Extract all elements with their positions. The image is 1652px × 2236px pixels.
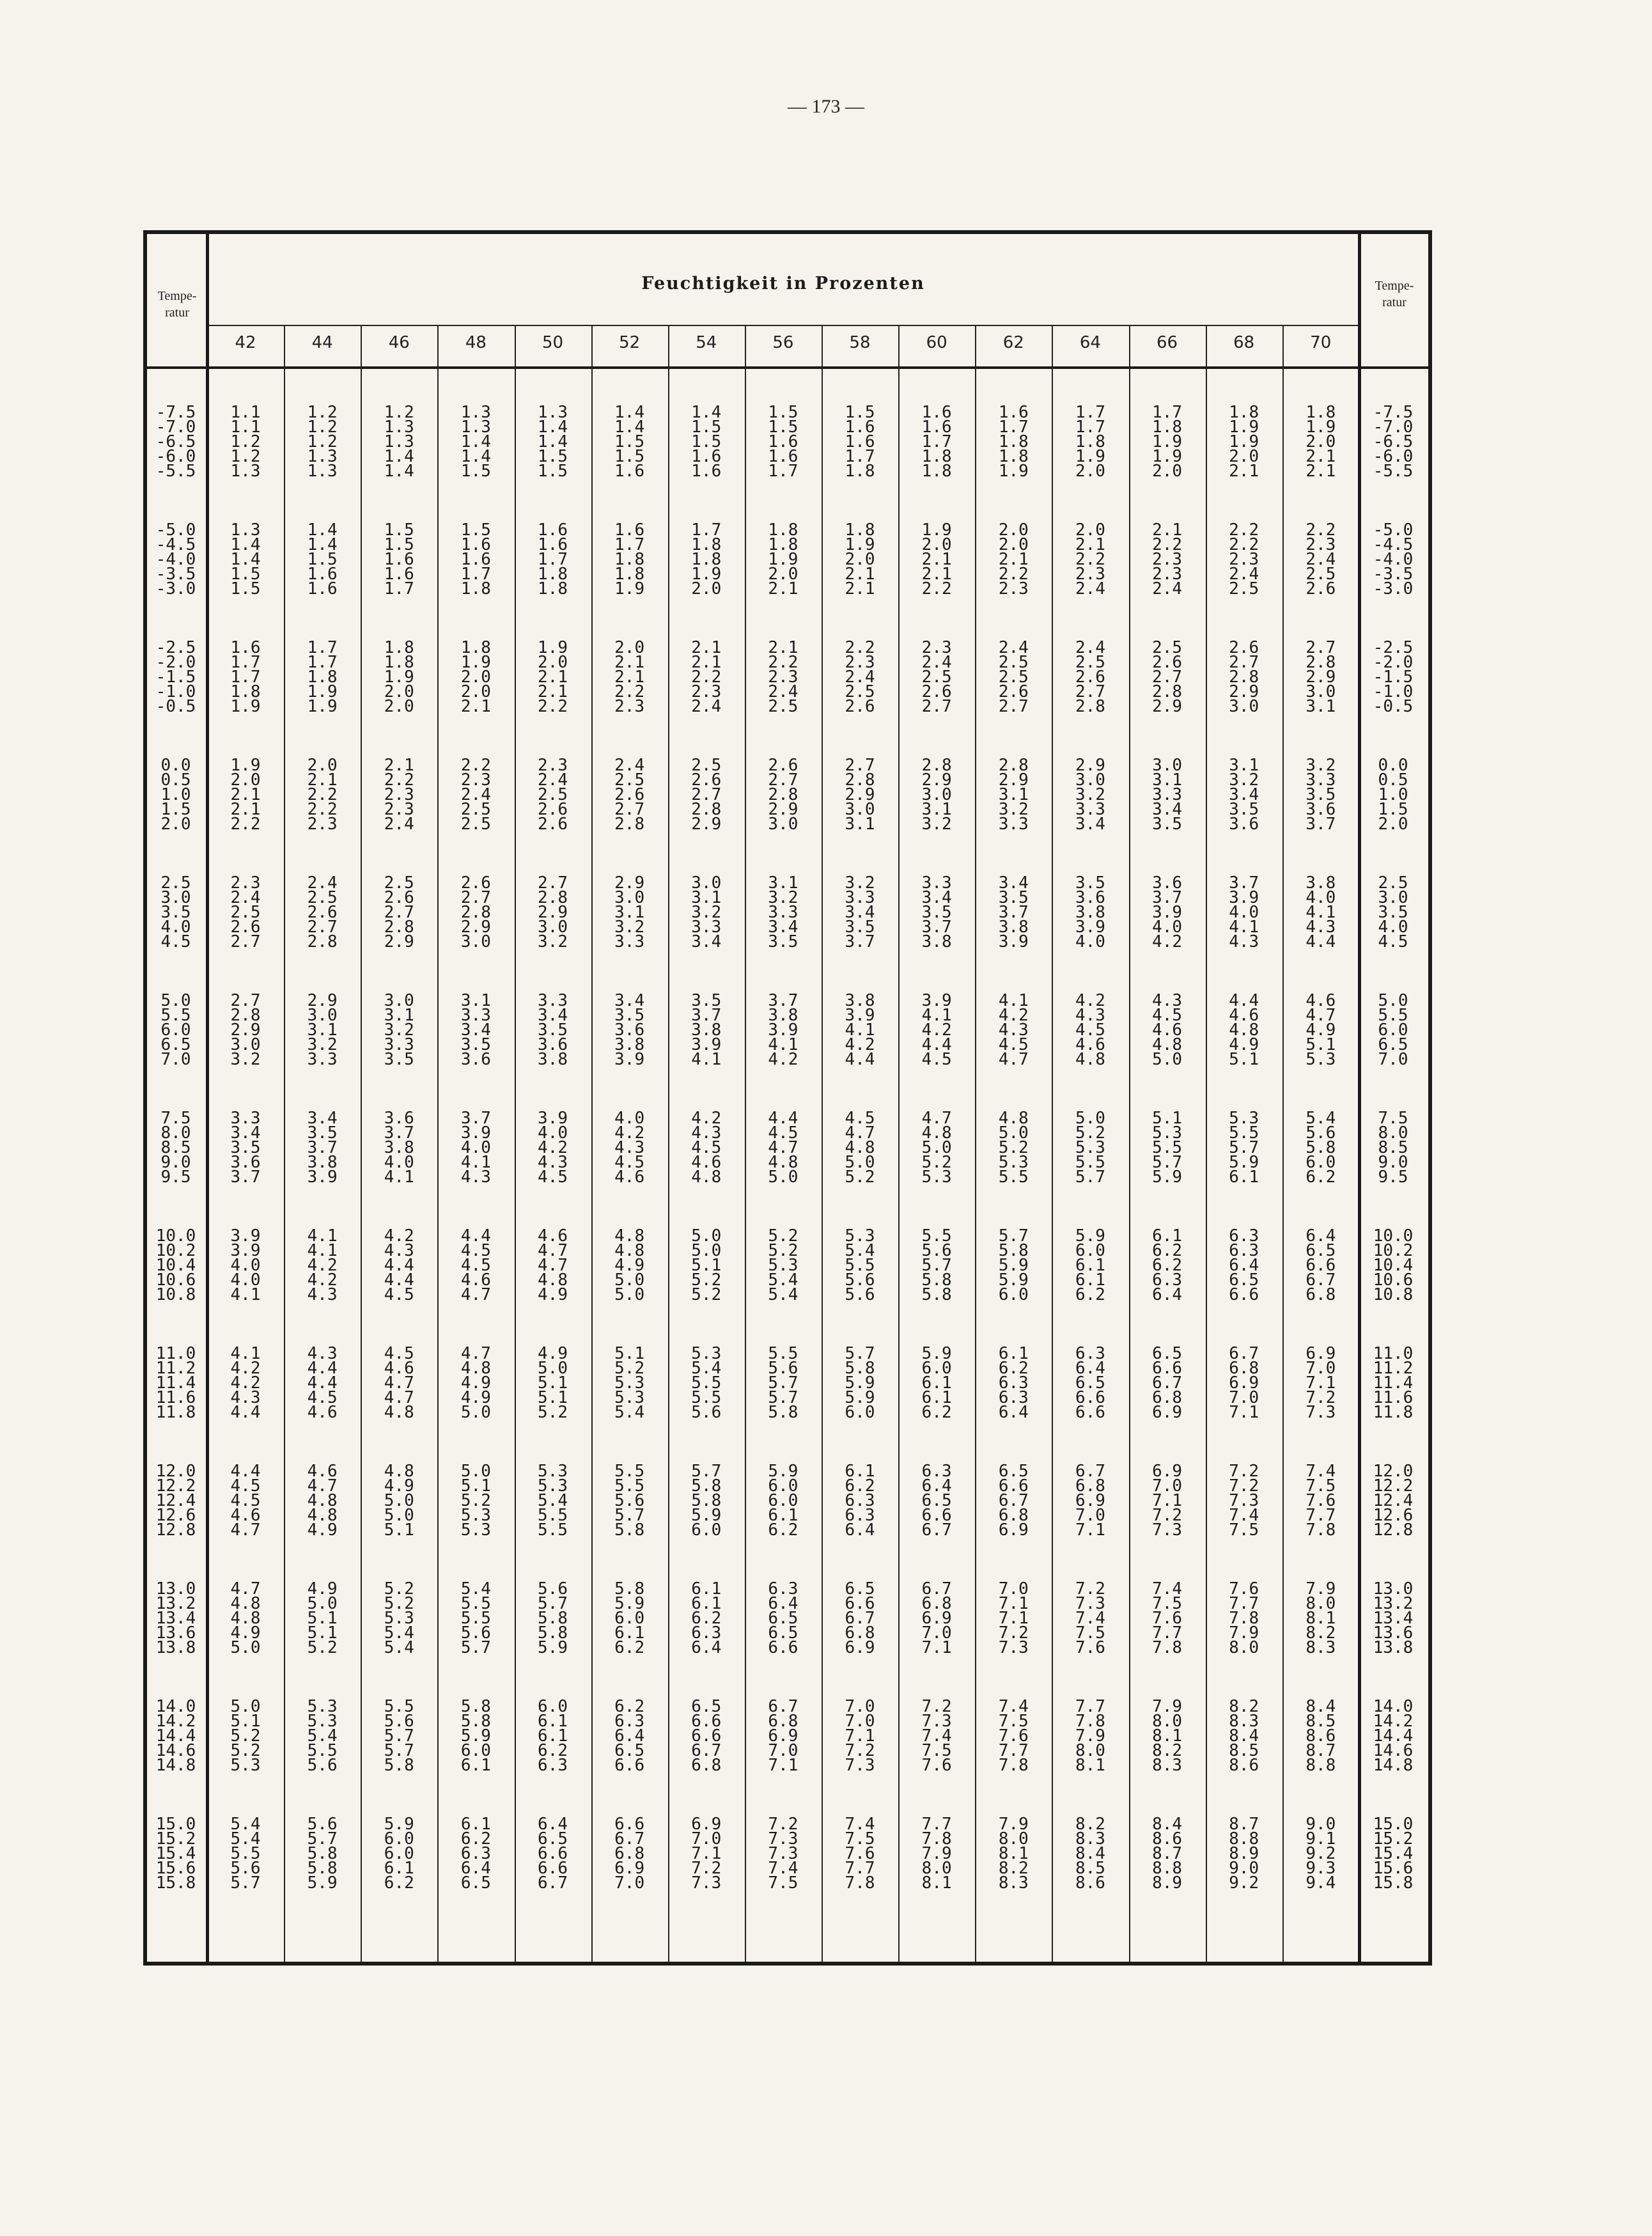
humidity-value-group: 7.0 7.1 7.1 7.2 7.3	[998, 1579, 1029, 1657]
column-header: 64	[1079, 333, 1101, 352]
humidity-value-group: 1.8 1.9 1.9 2.0 2.1	[1229, 403, 1259, 481]
humidity-value-group: 4.2 4.3 4.5 4.6 4.8	[691, 1109, 722, 1187]
humidity-value-group: 2.8 2.9 3.1 3.2 3.3	[998, 756, 1029, 834]
humidity-value-group: 6.6 6.7 6.8 6.9 7.0	[614, 1815, 645, 1893]
humidity-value-group: 5.0 5.0 5.1 5.2 5.2	[691, 1226, 722, 1304]
humidity-value-group: 2.2 2.3 2.4 2.5 2.5	[460, 756, 491, 834]
humidity-value-group: 1.8 1.9 2.0 2.1 2.1	[1305, 403, 1336, 481]
humidity-value-group: 3.7 3.9 4.0 4.1 4.3	[460, 1109, 491, 1187]
temperature-group-left: -7.5 -7.0 -6.5 -6.0 -5.5	[155, 403, 196, 481]
humidity-value-group: 4.4 4.6 4.8 4.9 5.1	[1229, 991, 1259, 1069]
humidity-value-group: 6.1 6.2 6.2 6.3 6.4	[1152, 1226, 1183, 1304]
humidity-value-group: 3.8 4.0 4.1 4.3 4.4	[1305, 873, 1336, 951]
humidity-value-group: 2.1 2.2 2.3 2.3 2.4	[384, 756, 414, 834]
humidity-value-group: 1.5 1.5 1.6 1.6 1.7	[384, 520, 414, 598]
humidity-value-group: 5.6 5.7 5.8 5.8 5.9	[538, 1579, 568, 1657]
humidity-value-group: 3.7 3.8 3.9 4.1 4.2	[768, 991, 799, 1069]
humidity-value-group: 5.7 5.8 5.9 5.9 6.0	[845, 1344, 875, 1422]
humidity-value-group: 1.2 1.2 1.2 1.3 1.3	[307, 403, 338, 481]
table-title: Feuchtigkeit in Prozenten	[641, 274, 925, 293]
humidity-value-group: 5.3 5.4 5.5 5.5 5.6	[691, 1344, 722, 1422]
humidity-value-group: 5.3 5.5 5.7 5.9 6.1	[1229, 1109, 1259, 1187]
humidity-value-group: 7.2 7.3 7.4 7.5 7.6	[921, 1697, 952, 1775]
humidity-value-group: 4.4 4.5 4.5 4.6 4.7	[460, 1226, 491, 1304]
humidity-value-group: 4.4 4.5 4.5 4.6 4.7	[230, 1462, 261, 1540]
humidity-value-group: 6.7 6.8 6.9 7.0 7.1	[1229, 1344, 1259, 1422]
humidity-value-group: 2.6 2.7 2.8 2.9 3.0	[1229, 638, 1259, 716]
humidity-value-group: 2.1 2.2 2.3 2.4 2.5	[768, 638, 799, 716]
humidity-value-group: 2.0 2.0 2.1 2.2 2.3	[998, 520, 1029, 598]
humidity-value-group: 3.9 4.0 4.2 4.3 4.5	[538, 1109, 568, 1187]
temperature-group-right: 0.0 0.5 1.0 1.5 2.0	[1378, 756, 1408, 834]
humidity-value-group: 4.6 4.7 4.8 4.8 4.9	[307, 1462, 338, 1540]
humidity-value-group: 4.5 4.7 4.8 5.0 5.2	[845, 1109, 875, 1187]
humidity-value-group: 1.8 1.9 2.0 2.1 2.1	[845, 520, 875, 598]
humidity-value-group: 5.3 5.4 5.5 5.6 5.6	[845, 1226, 875, 1304]
humidity-value-group: 4.7 4.8 4.9 4.9 5.0	[460, 1344, 491, 1422]
humidity-value-group: 5.9 6.0 6.1 6.1 6.2	[1075, 1226, 1105, 1304]
humidity-value-group: 6.1 6.2 6.3 6.3 6.4	[845, 1462, 875, 1540]
temperature-group-right: 10.0 10.2 10.4 10.6 10.8	[1373, 1226, 1414, 1304]
humidity-value-group: 4.9 5.0 5.1 5.1 5.2	[538, 1344, 568, 1422]
humidity-value-group: 6.7 6.8 6.9 7.0 7.1	[768, 1697, 799, 1775]
humidity-value-group: 6.2 6.3 6.4 6.5 6.6	[614, 1697, 645, 1775]
humidity-value-group: 2.5 2.6 2.7 2.8 2.9	[384, 873, 414, 951]
humidity-value-group: 1.4 1.5 1.5 1.6 1.6	[691, 403, 722, 481]
temperature-group-left: 7.5 8.0 8.5 9.0 9.5	[160, 1109, 191, 1187]
humidity-value-group: 7.2 7.3 7.4 7.5 7.6	[1075, 1579, 1105, 1657]
humidity-value-group: 1.9 2.0 2.1 2.1 2.2	[230, 756, 261, 834]
humidity-value-group: 7.4 7.5 7.6 7.7 7.8	[845, 1815, 875, 1893]
humidity-value-group: 5.5 5.6 5.7 5.7 5.8	[384, 1697, 414, 1775]
column-header: 70	[1310, 333, 1332, 352]
humidity-value-group: 2.3 2.4 2.5 2.6 2.6	[538, 756, 568, 834]
title-divider	[207, 325, 1359, 326]
humidity-value-group: 2.0 2.1 2.2 2.3 2.4	[1075, 520, 1105, 598]
humidity-value-group: 5.4 5.5 5.5 5.6 5.7	[460, 1579, 491, 1657]
temperature-group-left: 5.0 5.5 6.0 6.5 7.0	[160, 991, 191, 1069]
column-header: 44	[311, 333, 333, 352]
humidity-value-group: 4.2 4.3 4.5 4.6 4.8	[1075, 991, 1105, 1069]
humidity-value-group: 4.3 4.4 4.4 4.5 4.6	[307, 1344, 338, 1422]
column-header: 46	[388, 333, 410, 352]
humidity-value-group: 2.0 2.1 2.1 2.2 2.3	[614, 638, 645, 716]
humidity-value-group: 6.7 6.8 6.9 7.0 7.1	[1075, 1462, 1105, 1540]
temperature-group-left: -5.0 -4.5 -4.0 -3.5 -3.0	[155, 520, 196, 598]
humidity-value-group: 1.5 1.6 1.6 1.7 1.8	[845, 403, 875, 481]
humidity-value-group: 3.5 3.7 3.8 3.9 4.1	[691, 991, 722, 1069]
humidity-value-group: 7.2 7.3 7.3 7.4 7.5	[768, 1815, 799, 1893]
humidity-value-group: 1.6 1.7 1.7 1.8 1.9	[230, 638, 261, 716]
humidity-value-group: 3.1 3.2 3.3 3.4 3.5	[768, 873, 799, 951]
humidity-value-group: 3.3 3.4 3.5 3.6 3.8	[538, 991, 568, 1069]
temperature-group-right: 5.0 5.5 6.0 6.5 7.0	[1378, 991, 1408, 1069]
humidity-value-group: 6.5 6.6 6.7 6.8 6.9	[998, 1462, 1029, 1540]
temperature-group-right: -5.0 -4.5 -4.0 -3.5 -3.0	[1373, 520, 1414, 598]
column-header: 60	[926, 333, 947, 352]
humidity-value-group: 5.4 5.4 5.5 5.6 5.7	[230, 1815, 261, 1893]
humidity-value-group: 1.7 1.8 1.9 1.9 2.0	[1152, 403, 1183, 481]
column-header: 42	[235, 333, 256, 352]
humidity-value-group: 5.8 5.8 5.9 6.0 6.1	[460, 1697, 491, 1775]
humidity-value-group: 3.3 3.4 3.5 3.7 3.8	[921, 873, 952, 951]
humidity-value-group: 1.3 1.4 1.4 1.5 1.5	[538, 403, 568, 481]
humidity-value-group: 4.1 4.2 4.2 4.3 4.4	[230, 1344, 261, 1422]
humidity-value-group: 2.5 2.6 2.7 2.8 2.9	[1152, 638, 1183, 716]
humidity-value-group: 2.1 2.2 2.3 2.3 2.4	[1152, 520, 1183, 598]
humidity-value-group: 7.0 7.0 7.1 7.2 7.3	[845, 1697, 875, 1775]
temperature-group-right: 14.0 14.2 14.4 14.6 14.8	[1373, 1697, 1414, 1775]
humidity-value-group: 3.0 3.1 3.2 3.3 3.5	[384, 991, 414, 1069]
humidity-value-group: 7.6 7.7 7.8 7.9 8.0	[1229, 1579, 1259, 1657]
humidity-value-group: 6.3 6.4 6.5 6.6 6.6	[1075, 1344, 1105, 1422]
humidity-value-group: 1.8 1.8 1.9 2.0 2.1	[768, 520, 799, 598]
humidity-value-group: 5.5 5.6 5.7 5.7 5.8	[768, 1344, 799, 1422]
humidity-value-group: 7.2 7.2 7.3 7.4 7.5	[1229, 1462, 1259, 1540]
humidity-value-group: 2.4 2.5 2.5 2.6 2.7	[998, 638, 1029, 716]
humidity-value-group: 6.9 7.0 7.1 7.2 7.3	[1152, 1462, 1183, 1540]
humidity-value-group: 6.1 6.1 6.2 6.3 6.4	[691, 1579, 722, 1657]
humidity-value-group: 1.6 1.7 1.8 1.8 1.9	[998, 403, 1029, 481]
humidity-value-group: 5.9 6.0 6.0 6.1 6.2	[768, 1462, 799, 1540]
temperature-group-left: 15.0 15.2 15.4 15.6 15.8	[155, 1815, 196, 1893]
humidity-value-group: 6.3 6.3 6.4 6.5 6.6	[1229, 1226, 1259, 1304]
temperature-group-right: -7.5 -7.0 -6.5 -6.0 -5.5	[1373, 403, 1414, 481]
humidity-value-group: 8.7 8.8 8.9 9.0 9.2	[1229, 1815, 1259, 1893]
humidity-value-group: 4.3 4.5 4.6 4.8 5.0	[1152, 991, 1183, 1069]
temperature-group-left: 13.0 13.2 13.4 13.6 13.8	[155, 1579, 196, 1657]
temperature-group-left: 14.0 14.2 14.4 14.6 14.8	[155, 1697, 196, 1775]
humidity-value-group: 1.9 2.0 2.1 2.1 2.2	[538, 638, 568, 716]
humidity-value-group: 1.8 1.8 1.9 2.0 2.0	[384, 638, 414, 716]
humidity-value-group: 4.0 4.2 4.3 4.5 4.6	[614, 1109, 645, 1187]
humidity-value-group: 6.9 7.0 7.1 7.2 7.3	[691, 1815, 722, 1893]
humidity-value-group: 2.7 2.8 2.9 3.0 3.2	[538, 873, 568, 951]
humidity-value-group: 3.7 3.9 4.0 4.1 4.3	[1229, 873, 1259, 951]
humidity-value-group: 8.2 8.3 8.4 8.5 8.6	[1229, 1697, 1259, 1775]
humidity-value-group: 4.2 4.3 4.4 4.4 4.5	[384, 1226, 414, 1304]
humidity-value-group: 1.5 1.6 1.6 1.7 1.8	[460, 520, 491, 598]
humidity-value-group: 2.1 2.1 2.2 2.3 2.4	[691, 638, 722, 716]
humidity-value-group: 6.1 6.2 6.3 6.4 6.5	[460, 1815, 491, 1893]
humidity-value-group: 8.4 8.6 8.7 8.8 8.9	[1152, 1815, 1183, 1893]
humidity-value-group: 6.5 6.6 6.7 6.8 6.9	[1152, 1344, 1183, 1422]
temperature-group-left: 12.0 12.2 12.4 12.6 12.8	[155, 1462, 196, 1540]
temperature-group-right: 12.0 12.2 12.4 12.6 12.8	[1373, 1462, 1414, 1540]
column-header: 54	[696, 333, 717, 352]
humidity-value-group: 4.7 4.8 5.0 5.2 5.3	[921, 1109, 952, 1187]
humidity-value-group: 2.2 2.3 2.4 2.5 2.6	[1305, 520, 1336, 598]
humidity-value-group: 5.3 5.3 5.4 5.5 5.6	[307, 1697, 338, 1775]
temp-header-right: Tempe- ratur	[1375, 279, 1414, 309]
humidity-value-group: 9.0 9.1 9.2 9.3 9.4	[1305, 1815, 1336, 1893]
humidity-value-group: 5.5 5.5 5.6 5.7 5.8	[614, 1462, 645, 1540]
temperature-group-right: 13.0 13.2 13.4 13.6 13.8	[1373, 1579, 1414, 1657]
humidity-value-group: 2.9 3.0 3.1 3.2 3.3	[614, 873, 645, 951]
humidity-value-group: 6.0 6.1 6.1 6.2 6.3	[538, 1697, 568, 1775]
humidity-value-group: 4.1 4.2 4.3 4.5 4.7	[998, 991, 1029, 1069]
humidity-value-group: 8.4 8.5 8.6 8.7 8.8	[1305, 1697, 1336, 1775]
temperature-group-left: 2.5 3.0 3.5 4.0 4.5	[160, 873, 191, 951]
humidity-value-group: 5.1 5.2 5.3 5.3 5.4	[614, 1344, 645, 1422]
page-number: — 173 —	[788, 96, 864, 117]
humidity-value-group: 5.7 5.8 5.9 5.9 6.0	[998, 1226, 1029, 1304]
humidity-value-group: 1.7 1.8 1.8 1.9 2.0	[691, 520, 722, 598]
humidity-value-group: 1.5 1.5 1.6 1.6 1.7	[768, 403, 799, 481]
temp-header-left: Tempe- ratur	[157, 289, 197, 320]
temperature-group-left: 11.0 11.2 11.4 11.6 11.8	[155, 1344, 196, 1422]
humidity-value-group: 5.0 5.1 5.2 5.2 5.3	[230, 1697, 261, 1775]
humidity-value-group: 1.9 2.0 2.1 2.1 2.2	[921, 520, 952, 598]
humidity-value-group: 2.7 2.8 2.9 3.0 3.2	[230, 991, 261, 1069]
humidity-value-group: 2.4 2.5 2.6 2.7 2.8	[307, 873, 338, 951]
humidity-value-group: 7.9 8.0 8.1 8.2 8.3	[998, 1815, 1029, 1893]
humidity-value-group: 4.8 4.9 5.0 5.0 5.1	[384, 1462, 414, 1540]
humidity-value-group: 3.2 3.3 3.5 3.6 3.7	[1305, 756, 1336, 834]
humidity-value-group: 7.4 7.5 7.6 7.7 7.8	[1152, 1579, 1183, 1657]
humidity-value-group: 4.4 4.5 4.7 4.8 5.0	[768, 1109, 799, 1187]
humidity-value-group: 1.8 1.9 2.0 2.0 2.1	[460, 638, 491, 716]
humidity-value-group: 1.4 1.4 1.5 1.6 1.6	[307, 520, 338, 598]
humidity-value-group: 3.3 3.4 3.5 3.6 3.7	[230, 1109, 261, 1187]
humidity-value-group: 3.6 3.7 3.8 4.0 4.1	[384, 1109, 414, 1187]
humidity-value-group: 2.3 2.4 2.5 2.6 2.7	[921, 638, 952, 716]
column-header: 52	[619, 333, 641, 352]
column-header: 62	[1002, 333, 1024, 352]
humidity-value-group: 4.9 5.0 5.1 5.1 5.2	[307, 1579, 338, 1657]
humidity-value-group: 6.3 6.4 6.5 6.5 6.6	[768, 1579, 799, 1657]
temperature-group-left: 10.0 10.2 10.4 10.6 10.8	[155, 1226, 196, 1304]
humidity-value-group: 5.5 5.6 5.7 5.8 5.8	[921, 1226, 952, 1304]
humidity-value-group: 7.9 8.0 8.1 8.2 8.3	[1305, 1579, 1336, 1657]
humidity-value-group: 1.3 1.4 1.4 1.5 1.5	[230, 520, 261, 598]
humidity-value-group: 6.3 6.4 6.5 6.6 6.7	[921, 1462, 952, 1540]
temperature-group-right: 2.5 3.0 3.5 4.0 4.5	[1378, 873, 1408, 951]
humidity-value-group: 6.7 6.8 6.9 7.0 7.1	[921, 1579, 952, 1657]
header-divider	[147, 366, 1428, 369]
humidity-value-group: 1.3 1.3 1.4 1.4 1.5	[460, 403, 491, 481]
humidity-value-group: 5.8 5.9 6.0 6.1 6.2	[614, 1579, 645, 1657]
humidity-value-group: 6.5 6.6 6.6 6.7 6.8	[691, 1697, 722, 1775]
column-header: 68	[1233, 333, 1255, 352]
humidity-value-group: 3.9 4.1 4.2 4.4 4.5	[921, 991, 952, 1069]
humidity-value-group: 5.1 5.3 5.5 5.7 5.9	[1152, 1109, 1183, 1187]
humidity-value-group: 2.6 2.7 2.8 2.9 3.0	[460, 873, 491, 951]
humidity-value-group: 4.8 4.8 4.9 5.0 5.0	[614, 1226, 645, 1304]
humidity-value-group: 2.5 2.6 2.7 2.8 2.9	[691, 756, 722, 834]
humidity-value-group: 2.7 2.8 2.9 3.0 3.1	[1305, 638, 1336, 716]
humidity-value-group: 5.9 6.0 6.0 6.1 6.2	[384, 1815, 414, 1893]
humidity-value-group: 3.9 3.9 4.0 4.0 4.1	[230, 1226, 261, 1304]
humidity-value-group: 4.6 4.7 4.7 4.8 4.9	[538, 1226, 568, 1304]
column-header: 50	[542, 333, 564, 352]
humidity-value-group: 2.4 2.5 2.6 2.7 2.8	[614, 756, 645, 834]
humidity-value-group: 6.5 6.6 6.7 6.8 6.9	[845, 1579, 875, 1657]
humidity-value-group: 2.8 2.9 3.0 3.1 3.2	[921, 756, 952, 834]
humidity-value-group: 4.8 5.0 5.2 5.3 5.5	[998, 1109, 1029, 1187]
humidity-value-group: 5.2 5.2 5.3 5.4 5.4	[384, 1579, 414, 1657]
humidity-value-group: 8.2 8.3 8.4 8.5 8.6	[1075, 1815, 1105, 1893]
humidity-value-group: 5.4 5.6 5.8 6.0 6.2	[1305, 1109, 1336, 1187]
humidity-value-group: 5.9 6.0 6.1 6.1 6.2	[921, 1344, 952, 1422]
humidity-value-group: 5.0 5.2 5.3 5.5 5.7	[1075, 1109, 1105, 1187]
humidity-value-group: 5.6 5.7 5.8 5.8 5.9	[307, 1815, 338, 1893]
humidity-value-group: 3.1 3.3 3.4 3.5 3.6	[460, 991, 491, 1069]
humidity-value-group: 7.4 7.5 7.6 7.7 7.8	[1305, 1462, 1336, 1540]
humidity-value-group: 2.6 2.7 2.8 2.9 3.0	[768, 756, 799, 834]
humidity-value-group: 6.9 7.0 7.1 7.2 7.3	[1305, 1344, 1336, 1422]
humidity-value-group: 1.7 1.7 1.8 1.9 1.9	[307, 638, 338, 716]
humidity-table	[143, 230, 1432, 1966]
humidity-value-group: 2.2 2.3 2.4 2.5 2.6	[845, 638, 875, 716]
humidity-value-group: 3.1 3.2 3.4 3.5 3.6	[1229, 756, 1259, 834]
humidity-value-group: 1.4 1.4 1.5 1.5 1.6	[614, 403, 645, 481]
humidity-value-group: 2.0 2.1 2.2 2.2 2.3	[307, 756, 338, 834]
humidity-value-group: 7.9 8.0 8.1 8.2 8.3	[1152, 1697, 1183, 1775]
humidity-value-group: 3.6 3.7 3.9 4.0 4.2	[1152, 873, 1183, 951]
humidity-value-group: 2.2 2.2 2.3 2.4 2.5	[1229, 520, 1259, 598]
humidity-value-group: 3.2 3.3 3.4 3.5 3.7	[845, 873, 875, 951]
temperature-group-right: 15.0 15.2 15.4 15.6 15.8	[1373, 1815, 1414, 1893]
column-header: 56	[772, 333, 794, 352]
humidity-value-group: 7.7 7.8 7.9 8.0 8.1	[1075, 1697, 1105, 1775]
humidity-value-group: 1.7 1.7 1.8 1.9 2.0	[1075, 403, 1105, 481]
humidity-value-group: 6.4 6.5 6.6 6.6 6.7	[538, 1815, 568, 1893]
column-header: 48	[465, 333, 487, 352]
temperature-group-left: -2.5 -2.0 -1.5 -1.0 -0.5	[155, 638, 196, 716]
humidity-value-group: 3.4 3.5 3.6 3.8 3.9	[614, 991, 645, 1069]
humidity-value-group: 5.0 5.1 5.2 5.3 5.3	[460, 1462, 491, 1540]
humidity-value-group: 3.4 3.5 3.7 3.8 3.9	[307, 1109, 338, 1187]
humidity-value-group: 3.0 3.1 3.3 3.4 3.5	[1152, 756, 1183, 834]
humidity-value-group: 4.7 4.8 4.8 4.9 5.0	[230, 1579, 261, 1657]
humidity-value-group: 5.2 5.2 5.3 5.4 5.4	[768, 1226, 799, 1304]
humidity-value-group: 1.6 1.7 1.8 1.8 1.9	[614, 520, 645, 598]
temperature-group-right: 7.5 8.0 8.5 9.0 9.5	[1378, 1109, 1408, 1187]
humidity-value-group: 7.4 7.5 7.6 7.7 7.8	[998, 1697, 1029, 1775]
humidity-value-group: 5.3 5.3 5.4 5.5 5.5	[538, 1462, 568, 1540]
temperature-group-right: 11.0 11.2 11.4 11.6 11.8	[1373, 1344, 1414, 1422]
humidity-value-group: 4.6 4.7 4.9 5.1 5.3	[1305, 991, 1336, 1069]
humidity-value-group: 3.4 3.5 3.7 3.8 3.9	[998, 873, 1029, 951]
humidity-value-group: 1.6 1.6 1.7 1.8 1.8	[921, 403, 952, 481]
temperature-group-right: -2.5 -2.0 -1.5 -1.0 -0.5	[1373, 638, 1414, 716]
humidity-value-group: 2.9 3.0 3.1 3.2 3.3	[307, 991, 338, 1069]
humidity-value-group: 7.7 7.8 7.9 8.0 8.1	[921, 1815, 952, 1893]
humidity-value-group: 2.4 2.5 2.6 2.7 2.8	[1075, 638, 1105, 716]
column-header: 66	[1157, 333, 1178, 352]
humidity-value-group: 4.5 4.6 4.7 4.7 4.8	[384, 1344, 414, 1422]
humidity-value-group: 2.9 3.0 3.2 3.3 3.4	[1075, 756, 1105, 834]
humidity-value-group: 3.8 3.9 4.1 4.2 4.4	[845, 991, 875, 1069]
humidity-value-group: 6.4 6.5 6.6 6.7 6.8	[1305, 1226, 1336, 1304]
humidity-value-group: 4.1 4.1 4.2 4.2 4.3	[307, 1226, 338, 1304]
humidity-value-group: 3.5 3.6 3.8 3.9 4.0	[1075, 873, 1105, 951]
temperature-group-left: 0.0 0.5 1.0 1.5 2.0	[160, 756, 191, 834]
humidity-value-group: 3.0 3.1 3.2 3.3 3.4	[691, 873, 722, 951]
humidity-value-group: 5.7 5.8 5.8 5.9 6.0	[691, 1462, 722, 1540]
humidity-value-group: 1.1 1.1 1.2 1.2 1.3	[230, 403, 261, 481]
column-header: 58	[849, 333, 871, 352]
humidity-value-group: 1.6 1.6 1.7 1.8 1.8	[538, 520, 568, 598]
humidity-value-group: 6.1 6.2 6.3 6.3 6.4	[998, 1344, 1029, 1422]
humidity-value-group: 2.3 2.4 2.5 2.6 2.7	[230, 873, 261, 951]
humidity-value-group: 1.2 1.3 1.3 1.4 1.4	[384, 403, 414, 481]
humidity-value-group: 2.7 2.8 2.9 3.0 3.1	[845, 756, 875, 834]
